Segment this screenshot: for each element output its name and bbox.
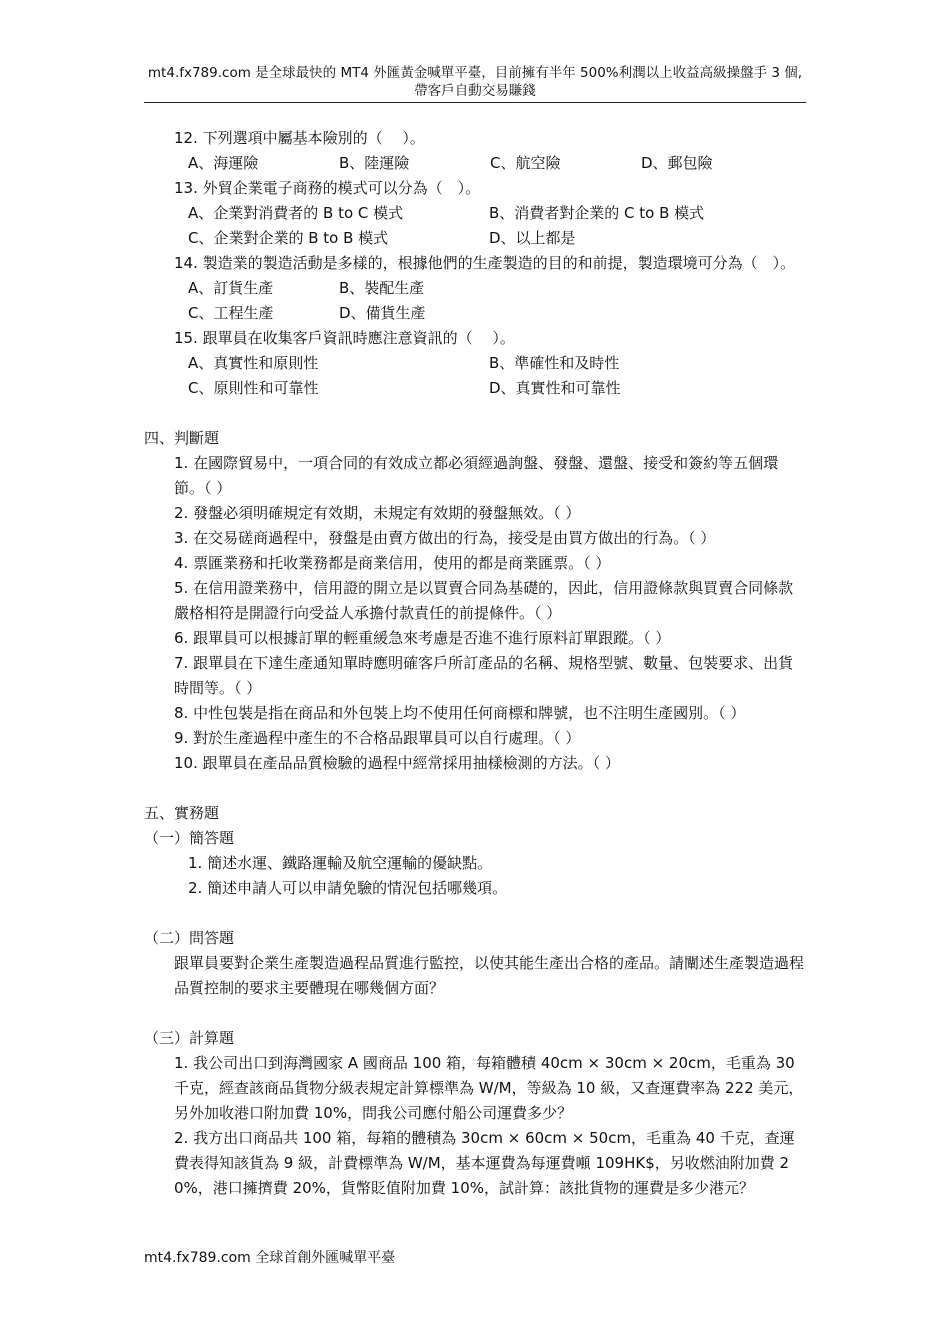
question-13-stem: 13. 外貿企業電子商務的模式可以分為（ ）。 (174, 179, 481, 197)
option-a: A、海運險 (188, 154, 259, 172)
question-12-options (144, 151, 806, 176)
spacer (144, 401, 806, 426)
question-12-stem: 12. 下列選項中屬基本險別的（ ）。 (174, 129, 425, 147)
judgement-item: 4. 票匯業務和托收業務都是商業信用，使用的都是商業匯票。（ ） (174, 554, 611, 572)
short-answer-item: 2. 簡述申請人可以申請免驗的情況包括哪幾項。 (188, 879, 508, 897)
judgement-item: 3. 在交易磋商過程中，發盤是由賣方做出的行為，接受是由買方做出的行為。（ ） (174, 529, 716, 547)
judgement-item: 9. 對於生產過程中產生的不合格品跟單員可以自行處理。（ ） (174, 729, 581, 747)
judgement-item: 6. 跟單員可以根據訂單的輕重緩急來考慮是否進不進行原料訂單跟蹤。（ ） (174, 629, 671, 647)
question-14-options-row2 (144, 301, 806, 326)
option-d: D、以上都是 (489, 229, 576, 247)
spacer (144, 1001, 806, 1026)
option-d: D、郵包險 (641, 154, 713, 172)
judgement-item: 2. 發盤必須明確規定有效期，未規定有效期的發盤無效。（ ） (174, 504, 581, 522)
short-answer-title: （一）簡答題 (144, 829, 235, 847)
question-15-options-row2 (144, 376, 806, 401)
option-b: B、消費者對企業的 C to B 模式 (489, 204, 705, 222)
page-header: mt4.fx789.com 是全球最快的 MT4 外匯黃金喊單平臺，目前擁有半年 500%利潤以上收益高級操盤手 3 個,帶客戶自動交易賺錢 (147, 65, 803, 99)
question-13-options-row1 (144, 201, 806, 226)
option-d: D、備貨生產 (339, 304, 426, 322)
header-divider (144, 102, 806, 103)
section-4-title: 四、判斷題 (144, 429, 220, 447)
calculation-item: 2. 我方出口商品共 100 箱，每箱的體積為 30cm × 60cm × 50cm，毛重為 40 千克，查運費表得知該貨為 9 級，計費標準為 W/M，基本運費為每運費噸 109HK$，另收燃油附加費 20%，港口擁擠費 20%，貨幣貶值附加費 10%，試計算：該批貨物的運費是多少港元？ (174, 1129, 795, 1197)
option-b: B、陸運險 (339, 154, 410, 172)
question-15-options-row1 (144, 351, 806, 376)
calculation-item: 1. 我公司出口到海灣國家 A 國商品 100 箱，每箱體積 40cm × 30cm × 20cm，毛重為 30 千克，經查該商品貨物分級表規定計算標準為 W/M，等級為 10 級，又查運費率為 222 美元，另外加收港口附加費 10%，問我公司應付船公司運費多少？ (174, 1054, 804, 1122)
spacer (144, 901, 806, 926)
judgement-item: 1. 在國際貿易中，一項合同的有效成立都必須經過詢盤、發盤、還盤、接受和簽約等五個環節。（ ） (174, 454, 779, 497)
question-15-stem: 15. 跟單員在收集客戶資訊時應注意資訊的（ ）。 (174, 329, 515, 347)
option-a: A、企業對消費者的 B to C 模式 (188, 204, 404, 222)
page-footer: mt4.fx789.com 全球首創外匯喊單平臺 (144, 1250, 396, 1266)
option-b: B、裝配生產 (339, 279, 425, 297)
judgement-item: 5. 在信用證業務中，信用證的開立是以買賣合同為基礎的，因此，信用證條款與買賣合同條款嚴格相符是開證行向受益人承擔付款責任的前提條件。（ ） (174, 579, 794, 622)
option-c: C、工程生產 (188, 304, 274, 322)
document-body (144, 126, 806, 1201)
option-a: A、訂貨生產 (188, 279, 274, 297)
question-13-options-row2 (144, 226, 806, 251)
option-c: C、航空險 (490, 154, 561, 172)
option-d: D、真實性和可靠性 (489, 379, 621, 397)
question-14-options-row1 (144, 276, 806, 301)
option-c: C、原則性和可靠性 (188, 379, 319, 397)
essay-title: （二）問答題 (144, 929, 235, 947)
calculation-title: （三）計算題 (144, 1029, 235, 1047)
judgement-item: 10. 跟單員在產品品質檢驗的過程中經常採用抽樣檢測的方法。（ ） (174, 754, 620, 772)
question-14-stem: 14. 製造業的製造活動是多樣的，根據他們的生產製造的目的和前提，製造環境可分為（ ）。 (174, 254, 796, 272)
section-5-title: 五、實務題 (144, 804, 220, 822)
option-a: A、真實性和原則性 (188, 354, 319, 372)
option-b: B、準確性和及時性 (489, 354, 620, 372)
judgement-item: 7. 跟單員在下達生產通知單時應明確客戶所訂產品的名稱、規格型號、數量、包裝要求、出貨時間等。（ ） (174, 654, 794, 697)
judgement-item: 8. 中性包裝是指在商品和外包裝上均不使用任何商標和牌號，也不注明生產國別。（ ） (174, 704, 746, 722)
essay-text: 跟單員要對企業生產製造過程品質進行監控，以使其能生產出合格的產品。請闡述生產製造過程品質控制的要求主要體現在哪幾個方面？ (174, 954, 805, 997)
option-c: C、企業對企業的 B to B 模式 (188, 229, 389, 247)
spacer (144, 776, 806, 801)
short-answer-item: 1. 簡述水運、鐵路運輸及航空運輸的優缺點。 (188, 854, 493, 872)
